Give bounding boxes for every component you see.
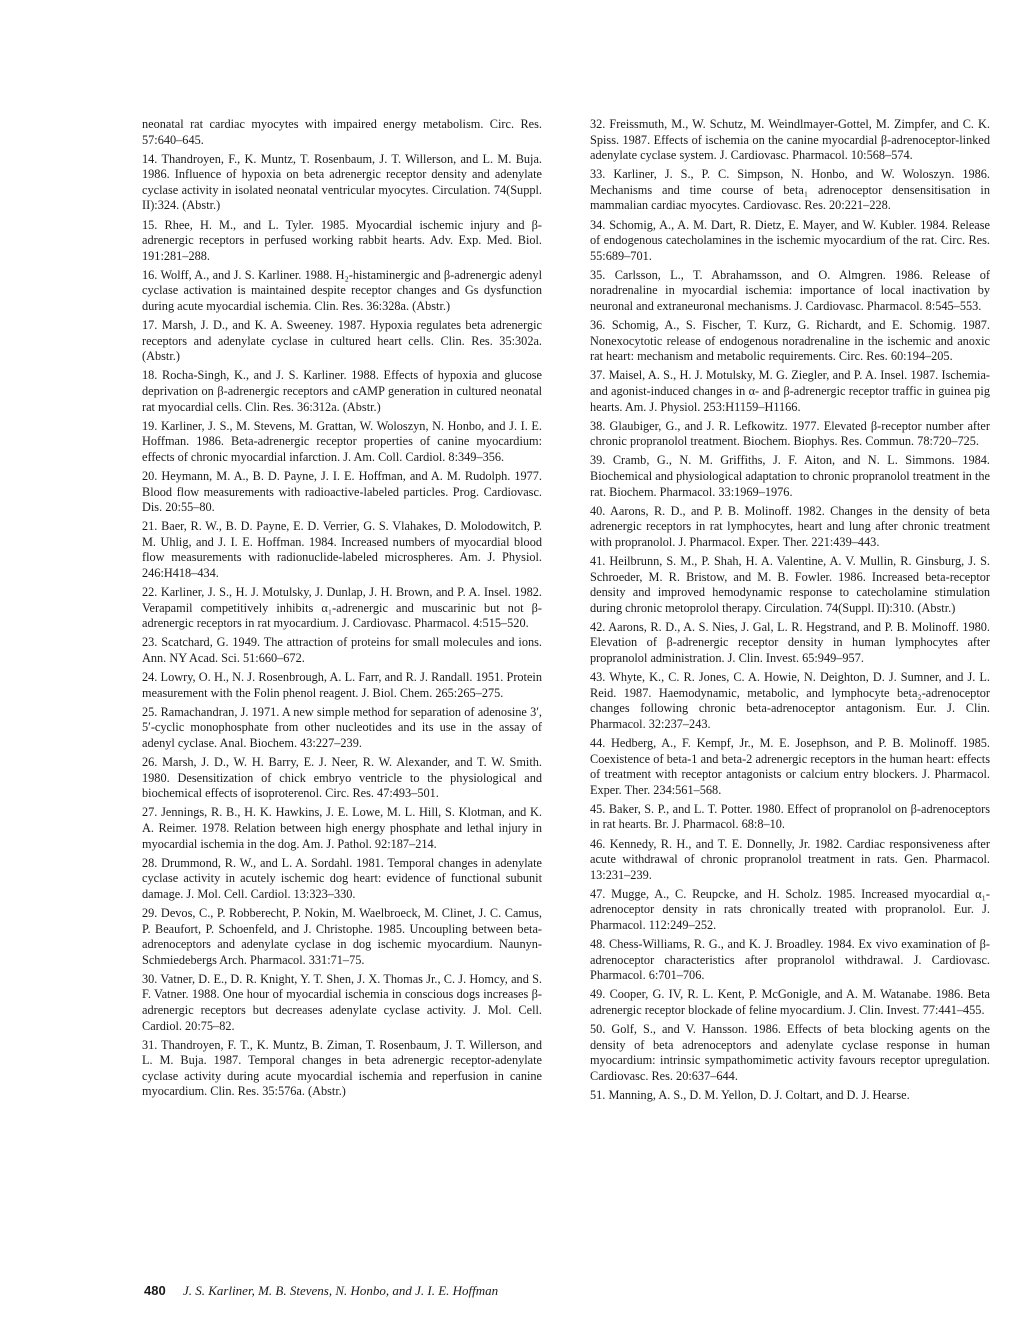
reference-entry: 23. Scatchard, G. 1949. The attraction of proteins for small molecules and ions. Ann. NY Acad. Sci. 51:660–672. <box>142 635 542 665</box>
reference-entry: 45. Baker, S. P., and L. T. Potter. 1980. Effect of propranolol on β-adrenoceptors in rat hearts. Br. J. Pharmacol. 68:8–10. <box>590 801 990 832</box>
reference-entry: 30. Vatner, D. E., D. R. Knight, Y. T. Shen, J. X. Thomas Jr., C. J. Homcy, and S. F. Vatner. 1988. One hour of myocardial ischemia in conscious dogs increases β-adrenergic receptors but decreases adenylate cyclase activity. J. Mol. Cell. Cardiol. 20:75–82. <box>142 971 542 1033</box>
reference-entry: 49. Cooper, G. IV, R. L. Kent, P. McGonigle, and A. M. Watanabe. 1986. Beta adrenergic receptor blockade of feline myocardium. J. Clin. Invest. 77:441–455. <box>590 987 990 1017</box>
reference-entry: 36. Schomig, A., S. Fischer, T. Kurz, G. Richardt, and E. Schomig. 1987. Nonexocytotic release of endogenous noradrenaline in the ischemic and anoxic rat heart: mechanism and metabolic requirements. Circ. Res. 60:194–205. <box>590 318 990 364</box>
reference-entry: 25. Ramachandran, J. 1971. A new simple method for separation of adenosine 3′, 5′-cyclic monophosphate from other nucleotides and its use in the assay of adenyl cyclase. Anal. Biochem. 43:227–239. <box>142 704 542 750</box>
reference-entry: 33. Karliner, J. S., P. C. Simpson, N. Honbo, and W. Woloszyn. 1986. Mechanisms and time course of beta₁ adrenoceptor densensitisation in mammalian cardiac myocytes. Cardiovasc. Res. 20:221–228. <box>590 167 990 213</box>
reference-entry: 35. Carlsson, L., T. Abrahamsson, and O. Almgren. 1986. Release of noradrenaline in myocardial ischemia: importance of local inactivation by neuronal and extraneuronal mechanisms. J. Cardiovasc. Pharmacol. 8:545–553. <box>590 267 990 314</box>
reference-entry: 15. Rhee, H. M., and L. Tyler. 1985. Myocardial ischemic injury and β-adrenergic receptors in perfused working rabbit hearts. Adv. Exp. Med. Biol. 191:281–288. <box>142 217 542 263</box>
reference-entry: 17. Marsh, J. D., and K. A. Sweeney. 1987. Hypoxia regulates beta adrenergic receptors and adenylate cyclase in cultured heart cells. Clin. Res. 35:302a. (Abstr.) <box>142 318 542 364</box>
reference-entry: 14. Thandroyen, F., K. Muntz, T. Rosenbaum, J. T. Willerson, and L. M. Buja. 1986. Influence of hypoxia on beta adrenergic receptor density and adenylate cyclase activity in isolated neonatal ventricular myocytes. Circulation. 74(Suppl. II):324. (Abstr.) <box>142 151 542 213</box>
reference-entry: 47. Mugge, A., C. Reupcke, and H. Scholz. 1985. Increased myocardial α₁-adrenoceptor density in rats chronically treated with propranolol. Eur. J. Pharmacol. 112:249–252. <box>590 886 990 932</box>
reference-entry: 42. Aarons, R. D., A. S. Nies, J. Gal, L. R. Hegstrand, and P. B. Molinoff. 1980. Elevation of β-adrenergic receptor density in human lymphocytes after propranolol administration. J. Clin. Invest. 65:949–957. <box>590 619 990 665</box>
reference-entry: 26. Marsh, J. D., W. H. Barry, E. J. Neer, R. W. Alexander, and T. W. Smith. 1980. Desensitization of chick embryo ventricle to the physiological and biochemical effects of isoproterenol. Circ. Res. 47:493–501. <box>142 755 542 801</box>
reference-entry: 27. Jennings, R. B., H. K. Hawkins, J. E. Lowe, M. L. Hill, S. Klotman, and K. A. Reimer. 1978. Relation between high energy phosphate and lethal injury in myocardial ischemia in the dog. Am. J. Pathol. 92:187–214. <box>142 805 542 851</box>
reference-entry: 39. Cramb, G., N. M. Griffiths, J. F. Aiton, and N. L. Simmons. 1984. Biochemical and physiological adaptation to chronic propranolol treatment in the rat. Biochem. Pharmacol. 33:1969–1976. <box>590 453 990 499</box>
reference-entry: 20. Heymann, M. A., B. D. Payne, J. I. E. Hoffman, and A. M. Rudolph. 1977. Blood flow measurements with radioactive-labeled particles. Prog. Cardiovasc. Dis. 20:55–80. <box>142 468 542 515</box>
reference-entry: 43. Whyte, K., C. R. Jones, C. A. Howie, N. Deighton, D. J. Sumner, and J. L. Reid. 1987. Haemodynamic, metabolic, and lymphocyte beta₂-adrenoceptor changes following chronic beta-adrenoceptor antagonism. Eur. J. Clin. Pharmacol. 32:237–243. <box>590 670 990 731</box>
reference-entry: 18. Rocha-Singh, K., and J. S. Karliner. 1988. Effects of hypoxia and glucose deprivation on β-adrenergic receptors and cAMP generation in cultured neonatal rat myocardial cells. Clin. Res. 36:312a. (Abstr.) <box>142 368 542 414</box>
reference-entry: 22. Karliner, J. S., H. J. Motulsky, J. Dunlap, J. H. Brown, and P. A. Insel. 1982. Verapamil competitively inhibits α₁-adrenergic and muscarinic but not β-adrenergic receptors in rat myocardium. J. Cardiovasc. Pharmacol. 4:515–520. <box>142 585 542 631</box>
reference-entry: 44. Hedberg, A., F. Kempf, Jr., M. E. Josephson, and P. B. Molinoff. 1985. Coexistence of beta-1 and beta-2 adrenergic receptors in the human heart: effects of treatment with receptor antagonists or calcium entry blockers. J. Pharmacol. Exper. Ther. 234:561–568. <box>590 735 990 797</box>
page-number: 480 <box>144 1283 166 1298</box>
reference-entry: 24. Lowry, O. H., N. J. Rosenbrough, A. L. Farr, and R. J. Randall. 1951. Protein measurement with the Folin phenol reagent. J. Biol. Chem. 265:265–275. <box>142 670 542 700</box>
reference-entry: 51. Manning, A. S., D. M. Yellon, D. J. Coltart, and D. J. Hearse. <box>590 1087 910 1102</box>
reference-entry: 50. Golf, S., and V. Hansson. 1986. Effects of beta blocking agents on the density of beta adrenoceptors and adenylate cyclase response in human myocardium: intrinsic sympathomimetic activity favours receptor upregulation. Cardiovasc. Res. 20:637–644. <box>590 1022 990 1083</box>
reference-entry: 19. Karliner, J. S., M. Stevens, M. Grattan, W. Woloszyn, N. Honbo, and J. I. E. Hoffman. 1986. Beta-adrenergic receptor properties of canine myocardium: effects of chronic myocardial infarction. J. Am. Coll. Cardiol. 8:349–356. <box>142 418 542 464</box>
reference-entry: 48. Chess-Williams, R. G., and K. J. Broadley. 1984. Ex vivo examination of β-adrenoceptor characteristics after propranolol withdrawal. J. Cardiovasc. Pharmacol. 6:701–706. <box>590 937 990 983</box>
reference-entry: neonatal rat cardiac myocytes with impaired energy metabolism. Circ. Res. 57:640–645. <box>142 117 542 147</box>
reference-entry: 28. Drummond, R. W., and L. A. Sordahl. 1981. Temporal changes in adenylate cyclase activity in acutely ischemic dog heart: evidence of functional subunit damage. J. Mol. Cell. Cardiol. 13:323–330. <box>142 855 542 901</box>
reference-entry: 21. Baer, R. W., B. D. Payne, E. D. Verrier, G. S. Vlahakes, D. Molodowitch, P. M. Uhlig, and J. I. E. Hoffman. 1984. Increased numbers of myocardial blood flow measurements with radionuclide-labeled microspheres. Am. J. Physiol. 246:H418–434. <box>142 519 542 581</box>
reference-entry: 32. Freissmuth, M., W. Schutz, M. Weindlmayer-Gottel, M. Zimpfer, and C. K. Spiss. 1987. Effects of ischemia on the canine myocardial β-adrenoceptor-linked adenylate cyclase system. J. Cardiovasc. Pharmacol. 10:568–574. <box>590 117 990 163</box>
reference-entry: 41. Heilbrunn, S. M., P. Shah, H. A. Valentine, A. V. Mullin, R. Ginsburg, J. S. Schroeder, M. R. Bristow, and M. B. Fowler. 1986. Increased beta-receptor density and improved hemodynamic response to catecholamine stimulation during chronic metoprolol therapy. Circulation. 74(Suppl. II):310. (Abstr.) <box>590 553 990 615</box>
reference-entry: 29. Devos, C., P. Robberecht, P. Nokin, M. Waelbroeck, M. Clinet, J. C. Camus, P. Beaufort, P. Schoenfeld, and J. Christophe. 1985. Uncoupling between beta-adrenoceptors and adenylate cyclase in dog ischemic myocardium. Naunyn-Schmiedebergs Arch. Pharmacol. 331:71–75. <box>142 905 542 967</box>
reference-entry: 37. Maisel, A. S., H. J. Motulsky, M. G. Ziegler, and P. A. Insel. 1987. Ischemia- and agonist-induced changes in α- and β-adrenergic receptor traffic in guinea pig hearts. Am. J. Physiol. 253:H1159–H1166. <box>590 368 990 414</box>
reference-entry: 46. Kennedy, R. H., and T. E. Donnelly, Jr. 1982. Cardiac responsiveness after acute withdrawal of chronic propranolol treatment in rats. Gen. Pharmacol. 13:231–239. <box>590 836 990 882</box>
reference-entry: 16. Wolff, A., and J. S. Karliner. 1988. H₂-histaminergic and β-adrenergic adenyl cyclase activation is maintained despite receptor changes and Gs dysfunction during acute myocardial ischemia. Clin. Res. 36:328a. (Abstr.) <box>142 267 542 314</box>
left-reference-column <box>142 117 542 1104</box>
reference-entry: 31. Thandroyen, F. T., K. Muntz, B. Ziman, T. Rosenbaum, J. T. Willerson, and L. M. Buja. 1987. Temporal changes in beta adrenergic receptor-adenylate cyclase activity during acute myocardial ischemia and reperfusion in canine myocardium. Clin. Res. 35:576a. (Abstr.) <box>142 1037 542 1099</box>
reference-entry: 34. Schomig, A., A. M. Dart, R. Dietz, E. Mayer, and W. Kubler. 1984. Release of endogenous catecholamines in the ischemic myocardium of the rat. Circ. Res. 55:689–701. <box>590 217 990 263</box>
reference-entry: 40. Aarons, R. D., and P. B. Molinoff. 1982. Changes in the density of beta adrenergic receptors in rat lymphocytes, heart and lung after chronic treatment with propranolol. J. Pharmacol. Exper. Ther. 221:439–443. <box>590 503 990 549</box>
reference-entry: 38. Glaubiger, G., and J. R. Lefkowitz. 1977. Elevated β-receptor number after chronic propranolol treatment. Biochem. Biophys. Res. Commun. 78:720–725. <box>590 418 990 449</box>
page-footer <box>144 1283 498 1299</box>
running-footer-authors: J. S. Karliner, M. B. Stevens, N. Honbo, and J. I. E. Hoffman <box>182 1283 499 1298</box>
right-reference-column <box>590 117 990 1107</box>
